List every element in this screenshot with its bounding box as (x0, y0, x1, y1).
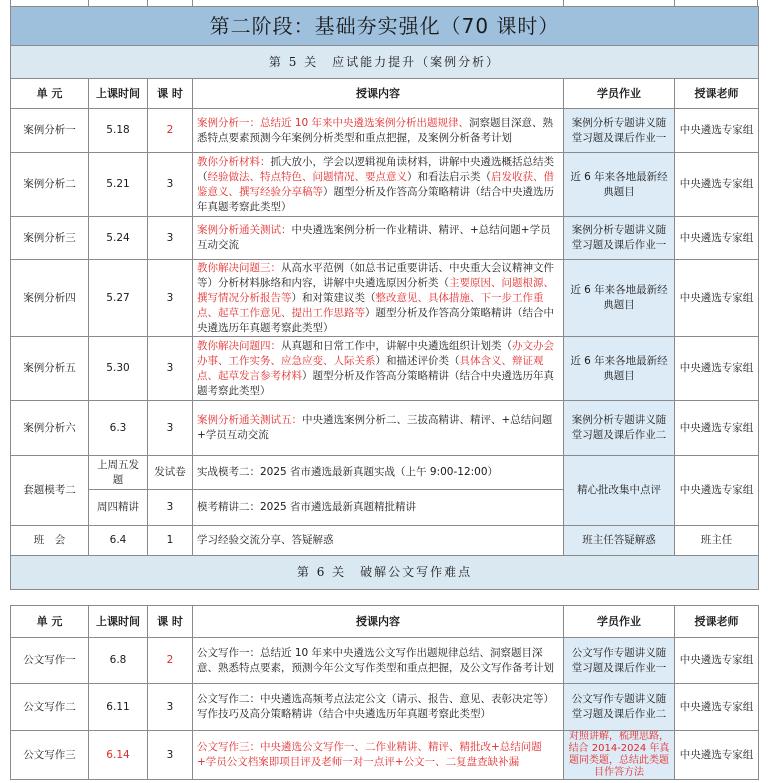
teacher-cell: 中央遴选专家组 (675, 217, 759, 260)
section-6-title: 第 6 关 破解公文写作难点 (11, 556, 759, 590)
mock-homework: 精心批改集中点评 (564, 456, 675, 526)
table-row (11, 217, 759, 260)
content-cell (193, 731, 564, 780)
header-unit: 单 元 (11, 79, 89, 109)
content-cell (193, 401, 564, 456)
meeting-hours: 1 (148, 526, 193, 556)
teacher-cell: 中央遴选专家组 (675, 337, 759, 401)
header-unit: 单 元 (11, 606, 89, 638)
teacher-cell: 中央遴选专家组 (675, 731, 759, 780)
unit-cell: 案例分析二 (11, 153, 89, 217)
unit-cell: 公文写作三 (11, 731, 89, 780)
table-row (11, 401, 759, 456)
mock-teacher: 中央遴选专家组 (675, 456, 759, 526)
content-text: ）和描述评价类（ (375, 354, 460, 367)
content-text: 公文写作一：总结近 10 年来中央遴选公文写作出题规律总结、洞察题目深意、熟悉特点要素，预测今年公文写作类型和重点把握，及公文写作备考计划 (197, 646, 554, 674)
date-cell: 5.24 (89, 217, 148, 260)
date-cell: 5.18 (89, 109, 148, 153)
mock-hours-2: 3 (148, 490, 193, 526)
homework-cell: 案例分析专题讲义随堂习题及课后作业一 (564, 109, 675, 153)
highlight-text: 整改意见、具体措施、下一步工作重点、起草工作意见、提出工作思路等 (197, 291, 544, 319)
header-homework: 学员作业 (564, 79, 675, 109)
highlight-text: 办文办会办事、工作实务、应急应变、人际关系 (197, 339, 554, 367)
table-row (11, 109, 759, 153)
content-text: 中央遴选案例分析一作业精讲、精评、+总结问题+学员互动交流 (197, 224, 551, 251)
highlight-text: 案例分析一：总结近 10 年来中央遴选案例分析出题规律、 (197, 116, 470, 129)
stage-table (10, 6, 759, 590)
header-teacher: 授课老师 (675, 606, 759, 638)
hours-cell: 3 (148, 217, 193, 260)
header-homework: 学员作业 (564, 606, 675, 638)
homework-cell: 案例分析专题讲义随堂习题及课后作业二 (564, 401, 675, 456)
date-cell: 5.27 (89, 260, 148, 337)
content-text: 洞察题目深意、熟悉特点要素预测今年案例分析类型和重点把握，及案例分析备考计划 (197, 116, 554, 144)
content-text: ）题型分析及作答高分策略精讲（结合中央遴选历年真题考察此类型） (197, 306, 554, 334)
meeting-teacher: 班主任 (675, 526, 759, 556)
content-text: ）题型分析及作答高分策略精讲（结合中央遴选历年真题考察此类型） (197, 369, 554, 397)
content-cell (193, 684, 564, 731)
content-text: ）题型分析及作答高分策略精讲（结合中央遴选历年真题考察此类型） (197, 185, 554, 213)
content-text: 从真题和日常工作中，讲解中央遴选组织计划类（ (281, 339, 512, 352)
highlight-text: 案例分析通关测试五： (197, 414, 302, 426)
homework-cell: 近 6 年来各地最新经典题目 (564, 260, 675, 337)
table-row (11, 153, 759, 217)
mock-hours-1: 发试卷 (148, 456, 193, 490)
content-cell (193, 109, 564, 153)
mock-content-2: 模考精讲二：2025 省市遴选最新真题精批精讲 (193, 490, 564, 526)
content-text: 从高水平范例（如总书记重要讲话、中央重大会议精神文件等）分析材料脉络和内容，讲解中央遴选原因分析类（ (197, 261, 554, 289)
mock-row-1 (11, 456, 759, 490)
mock-date-2: 周四精讲 (89, 490, 148, 526)
date-cell: 6.11 (89, 684, 148, 731)
homework-cell: 案例分析专题讲义随堂习题及课后作业一 (564, 217, 675, 260)
highlight-text: 教你分析材料： (197, 155, 271, 168)
table-row (11, 337, 759, 401)
header-teacher: 授课老师 (675, 79, 759, 109)
homework-cell: 对照讲解，梳理思路，结合 2014-2024 年真题同类题，总结此类题目作答方法 (564, 731, 675, 780)
content-cell (193, 217, 564, 260)
hours-cell: 3 (148, 260, 193, 337)
teacher-cell: 中央遴选专家组 (675, 684, 759, 731)
teacher-cell: 中央遴选专家组 (675, 638, 759, 684)
unit-cell: 公文写作二 (11, 684, 89, 731)
teacher-cell: 中央遴选专家组 (675, 260, 759, 337)
highlight-text: 经验做法、特点特色、问题情况、要点意义 (207, 170, 407, 183)
unit-cell: 案例分析三 (11, 217, 89, 260)
meeting-unit: 班 会 (11, 526, 89, 556)
section-5-title: 第 5 关 应试能力提升（案例分析） (11, 46, 759, 79)
table-row (11, 684, 759, 731)
hours-cell: 3 (148, 684, 193, 731)
content-cell (193, 153, 564, 217)
content-text: ）和对策建议类（ (291, 291, 376, 304)
header-time: 上课时间 (89, 79, 148, 109)
homework-cell: 近 6 年来各地最新经典题目 (564, 153, 675, 217)
table-header (11, 79, 759, 109)
highlight-text: 教你解决问题三： (197, 261, 281, 274)
teacher-cell: 中央遴选专家组 (675, 109, 759, 153)
header-content: 授课内容 (193, 606, 564, 638)
teacher-cell: 中央遴选专家组 (675, 153, 759, 217)
date-cell: 6.3 (89, 401, 148, 456)
unit-cell: 案例分析六 (11, 401, 89, 456)
content-cell (193, 638, 564, 684)
date-cell: 5.30 (89, 337, 148, 401)
unit-cell: 公文写作一 (11, 638, 89, 684)
mock-unit: 套题模考二 (11, 456, 89, 526)
content-text: 抓大放小，学会以逻辑视角读材料，讲解中央遴选概括总结类（ (197, 155, 554, 183)
highlight-text: 主要原因、问题根源、撰写情况分析报告等 (197, 276, 554, 304)
content-cell (193, 337, 564, 401)
meeting-date: 6.4 (89, 526, 148, 556)
hours-cell: 3 (148, 401, 193, 456)
content-text: 中央遴选案例分析二、三拔高精讲、精评、+总结问题+学员互动交流 (197, 414, 553, 441)
table-row (11, 638, 759, 684)
homework-cell: 近 6 年来各地最新经典题目 (564, 337, 675, 401)
highlight-text: 教你解决问题四： (197, 339, 281, 352)
table-row (11, 260, 759, 337)
hours-cell: 2 (148, 638, 193, 684)
highlight-text: 公文写作三：中央遴选公文写作一、二作业精讲、精评、精批改+总结问题+学员公文档案即项目评及老师一对一点评+公文一、二复盘查缺补漏 (197, 741, 542, 768)
hours-cell: 3 (148, 337, 193, 401)
section-6-table (10, 605, 759, 780)
date-cell: 6.14 (89, 731, 148, 780)
highlight-text: 案例分析通关测试： (197, 224, 292, 236)
teacher-cell: 中央遴选专家组 (675, 401, 759, 456)
table-header-2 (11, 606, 759, 638)
homework-cell: 公文写作专题讲义随堂习题及课后作业二 (564, 684, 675, 731)
meeting-homework: 班主任答疑解惑 (564, 526, 675, 556)
stage-title: 第二阶段：基础夯实强化（70 课时） (11, 7, 759, 46)
hours-cell: 3 (148, 731, 193, 780)
mock-content-1: 实战模考二：2025 省市遴选最新真题实战（上午 9:00-12:00） (193, 456, 564, 490)
table-row (11, 731, 759, 780)
unit-cell: 案例分析四 (11, 260, 89, 337)
highlight-text: 启发收获、借鉴意义、撰写经验分享稿等 (197, 170, 554, 198)
header-content: 授课内容 (193, 79, 564, 109)
highlight-text: 具体含义、辩证观点、起草发言参考材料 (197, 354, 544, 382)
content-text: ）和看法启示类（ (407, 170, 491, 183)
hours-cell: 3 (148, 153, 193, 217)
content-cell (193, 260, 564, 337)
date-cell: 5.21 (89, 153, 148, 217)
unit-cell: 案例分析一 (11, 109, 89, 153)
content-text: 公文写作二：中央遴选高频考点法定公文（请示、报告、意见、表彰决定等）写作技巧及高分策略精讲（结合中央遴选历年真题考察此类型） (197, 693, 554, 720)
header-time: 上课时间 (89, 606, 148, 638)
header-hours: 课 时 (148, 79, 193, 109)
homework-cell: 公文写作专题讲义随堂习题及课后作业一 (564, 638, 675, 684)
date-cell: 6.8 (89, 638, 148, 684)
unit-cell: 案例分析五 (11, 337, 89, 401)
meeting-content: 学习经验交流分享、答疑解惑 (193, 526, 564, 556)
hours-cell: 2 (148, 109, 193, 153)
meeting-row (11, 526, 759, 556)
mock-date-1: 上周五发题 (89, 456, 148, 490)
header-hours: 课 时 (148, 606, 193, 638)
